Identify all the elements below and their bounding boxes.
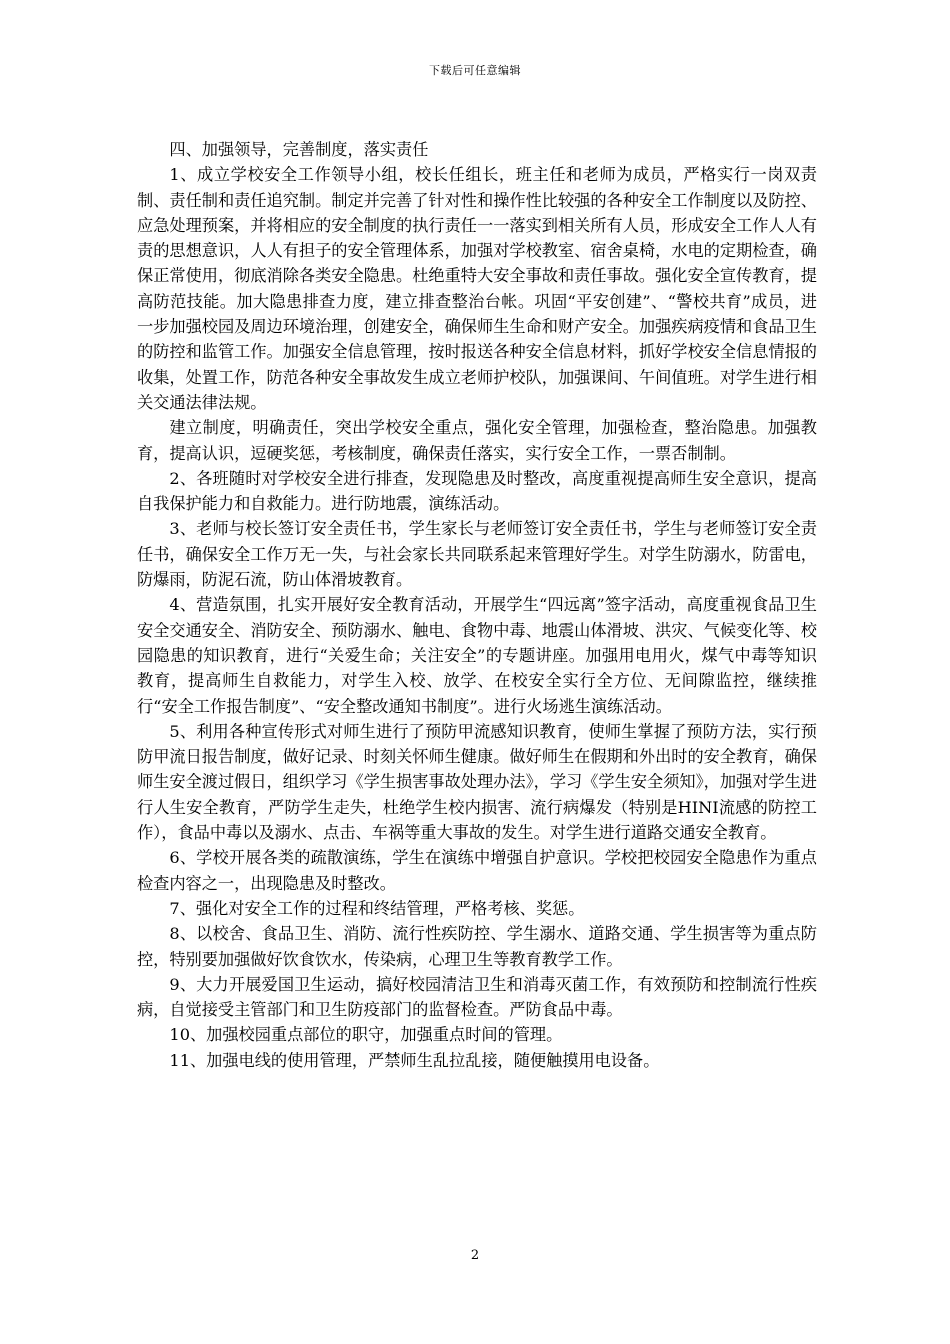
paragraph-item-2: 2、各班随时对学校安全进行排查，发现隐患及时整改，高度重视提高师生安全意识，提高自我保护能力和自救能力。进行防地震，演练活动。 bbox=[137, 468, 817, 514]
paragraph-item-11: 11、加强电线的使用管理，严禁师生乱拉乱接，随便触摸用电设备。 bbox=[169, 1050, 660, 1070]
paragraph-system-responsibility: 建立制度，明确责任，突出学校安全重点，强化安全管理，加强检查，整治隐患。加强教育，提高认识，逗硬奖惩，考核制度，确保责任落实，实行安全工作，一票否制制。 bbox=[137, 418, 817, 463]
paragraph-item-6: 6、学校开展各类的疏散演练，学生在演练中增强自护意识。学校把校园安全隐患作为重点检查内容之一，出现隐患及时整改。 bbox=[137, 848, 817, 893]
paragraph-item-5: 5、利用各种宣传形式对师生进行了预防甲流感知识教育，使师生掌握了预防方法，实行预防甲流日报告制度，做好记录、时刻关怀师生健康。做好师生在假期和外出时的安全教育，确保师生安全渡过假日，组织学习《学生损害事故处理办法》，学习《学生安全须知》，加强对学生进行人生安全教育，严防学生走失，杜绝学生校内损害、流行病爆发（特别是HINI流感的防控工作），食品中毒以及溺水、点击、车祸等重大事故的发生。对学生进行道路交通安全教育。 bbox=[137, 721, 817, 843]
paragraph-item-4: 4、营造氛围，扎实开展好安全教育活动，开展学生“四远离”签字活动，高度重视食品卫生安全交通安全、消防安全、预防溺水、触电、食物中毒、地震山体滑坡、洪灾、气候变化等、校园隐患的知识教育，进行“关爱生命；关注安全”的专题讲座。加强用电用火，煤气中毒等知识教育，提高师生自救能力，对学生入校、放学、在校安全实行全方位、无间隙监控，继续推行“安全工作报告制度”、“安全整改通知书制度”。进行火场逃生演练活动。 bbox=[137, 595, 817, 716]
section-heading: 四、加强领导，完善制度，落实责任 bbox=[169, 140, 429, 159]
paragraph-item-3: 3、老师与校长签订安全责任书，学生家长与老师签订安全责任书，学生与老师签订安全责任书，确保安全工作万无一失，与社会家长共同联系起来管理好学生。对学生防溺水，防雷电，防爆雨，防泥石流，防山体滑坡教育。 bbox=[137, 519, 817, 590]
document-body bbox=[137, 137, 817, 1073]
page-header: 下载后可任意编辑 bbox=[429, 64, 521, 77]
paragraph-item-10: 10、加强校园重点部位的职守，加强重点时间的管理。 bbox=[169, 1025, 563, 1045]
paragraph-item-1: 1、成立学校安全工作领导小组，校长任组长，班主任和老师为成员，严格实行一岗双责制、责任制和责任追究制。制定并完善了针对性和操作性比较强的各种安全工作制度以及防控、应急处理预案，并将相应的安全制度的执行责任一一落实到相关所有人员，形成安全工作人人有责的思想意识，人人有担子的安全管理体系，加强对学校教室、宿舍桌椅，水电的定期检查，确保正常使用，彻底消除各类安全隐患。杜绝重特大安全事故和责任事故。强化安全宣传教育，提高防范技能。加大隐患排查力度，建立排查整治台帐。巩固“平安创建”、“警校共育”成员，进一步加强校园及周边环境治理，创建安全，确保师生生命和财产安全。加强疾病疫情和食品卫生的防控和监管工作。加强安全信息管理，按时报送各种安全信息材料，抓好学校安全信息情报的收集，处置工作，防范各种安全事故发生成立老师护校队，加强课间、午间值班。对学生进行相关交通法律法规。 bbox=[137, 165, 817, 412]
paragraph-item-9: 9、大力开展爱国卫生运动，搞好校园清洁卫生和消毒灭菌工作，有效预防和控制流行性疾病，自觉接受主管部门和卫生防疫部门的监督检查。严防食品中毒。 bbox=[137, 974, 817, 1020]
page-number: 2 bbox=[470, 1248, 480, 1263]
paragraph-item-7: 7、强化对安全工作的过程和终结管理，严格考核、奖惩。 bbox=[169, 898, 585, 918]
paragraph-item-8: 8、以校舍、食品卫生、消防、流行性疾防控、学生溺水、道路交通、学生损害等为重点防控，特别要加强做好饮食饮水，传染病，心理卫生等教育教学工作。 bbox=[137, 924, 817, 969]
